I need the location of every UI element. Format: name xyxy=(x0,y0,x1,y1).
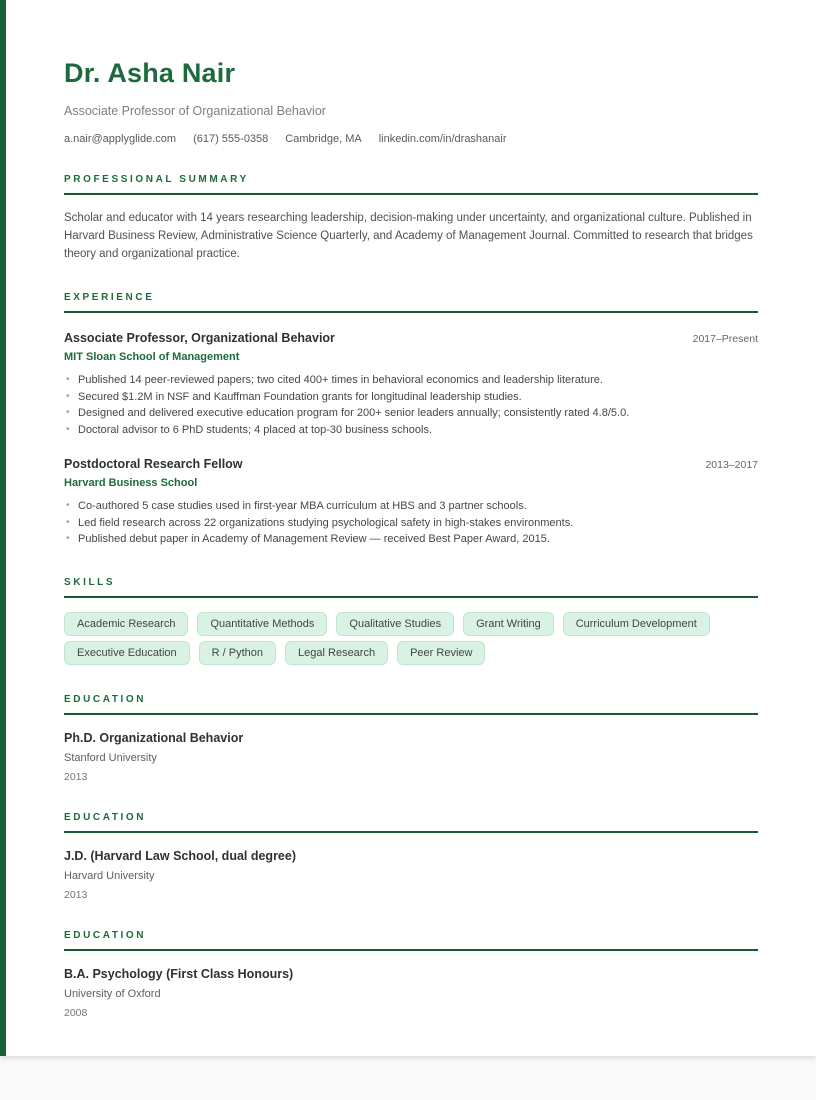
skill-chip: Qualitative Studies xyxy=(336,612,454,636)
section-professional-summary xyxy=(64,174,758,263)
section-education-1 xyxy=(64,694,758,783)
bullet-item: • Published 14 peer-reviewed papers; two cited 400+ times in behavioral economics and leadership literature. xyxy=(64,372,758,389)
school-name: Harvard University xyxy=(64,869,155,882)
skill-chip: Quantitative Methods xyxy=(197,612,327,636)
school-name: Stanford University xyxy=(64,751,157,764)
job-dates: 2017–Present xyxy=(692,333,758,345)
section-heading-education: EDUCATION xyxy=(64,812,758,833)
skill-chip: Legal Research xyxy=(285,641,388,665)
contact-location: Cambridge, MA xyxy=(285,133,362,145)
job-header xyxy=(64,457,758,471)
skill-chip: Grant Writing xyxy=(463,612,554,636)
job-title: Postdoctoral Research Fellow xyxy=(64,456,243,471)
section-heading-experience: EXPERIENCE xyxy=(64,292,758,313)
job-title: Associate Professor, Organizational Behavior xyxy=(64,331,335,345)
section-experience xyxy=(64,292,758,548)
degree-title: J.D. (Harvard Law School, dual degree) xyxy=(64,848,297,863)
degree-title: B.A. Psychology (First Class Honours) xyxy=(64,966,294,981)
graduation-year: 2013 xyxy=(64,770,88,783)
contact-email: a.nair@applyglide.com xyxy=(64,133,177,145)
job-entry xyxy=(64,457,758,548)
skill-chip: Academic Research xyxy=(64,612,188,636)
section-education-2 xyxy=(64,812,758,901)
skill-chip: Curriculum Development xyxy=(563,612,710,636)
bullet-item: • Co-authored 5 case studies used in first-year MBA curriculum at HBS and 3 partner schools. xyxy=(64,498,758,515)
contact-phone: (617) 555-0358 xyxy=(193,133,269,145)
job-bullets xyxy=(64,372,758,439)
job-entry xyxy=(64,331,758,439)
bullet-item: • Designed and delivered executive education program for 200+ senior leaders annually; consistently rated 4.8/5.0. xyxy=(64,405,758,422)
graduation-year: 2008 xyxy=(64,1006,88,1019)
contact-row xyxy=(64,133,758,145)
skill-chip: Peer Review xyxy=(397,641,485,665)
degree-title: Ph.D. Organizational Behavior xyxy=(64,730,244,745)
bullet-item: • Led field research across 22 organizations studying psychological safety in high-stakes environments. xyxy=(64,515,758,532)
section-heading-education: EDUCATION xyxy=(64,930,758,951)
page-title: Dr. Asha Nair xyxy=(64,58,236,88)
contact-linkedin: linkedin.com/in/drashanair xyxy=(378,133,507,145)
bullet-item: • Published debut paper in Academy of Management Review — received Best Paper Award, 2015. xyxy=(64,531,758,548)
section-skills xyxy=(64,577,758,665)
job-dates: 2013–2017 xyxy=(705,458,758,471)
job-header xyxy=(64,331,758,345)
section-heading-skills: SKILLS xyxy=(64,577,758,598)
bullet-item: • Doctoral advisor to 6 PhD students; 4 placed at top-30 business schools. xyxy=(64,422,758,439)
graduation-year: 2013 xyxy=(64,888,88,901)
section-heading-education: EDUCATION xyxy=(64,694,758,715)
professional-title: Associate Professor of Organizational Behavior xyxy=(64,104,326,118)
summary-text: Scholar and educator with 14 years researching leadership, decision-making under uncertainty, and organizational culture. Published in Harvard Business Review, Administrative Science Quarterly, and Academy of Management Journal. Committed to research that bridges theory and organizational practice. xyxy=(64,212,753,260)
school-name: University of Oxford xyxy=(64,987,161,1000)
company-name: Harvard Business School xyxy=(64,476,198,489)
bullet-item: • Secured $1.2M in NSF and Kauffman Foundation grants for longitudinal leadership studies. xyxy=(64,389,758,406)
company-name: MIT Sloan School of Management xyxy=(64,351,240,363)
section-education-3 xyxy=(64,930,758,1019)
skill-chip: R / Python xyxy=(199,641,276,665)
job-bullets xyxy=(64,498,758,548)
skill-chip: Executive Education xyxy=(64,641,190,665)
section-heading-summary: PROFESSIONAL SUMMARY xyxy=(64,174,758,195)
skill-chips xyxy=(64,612,758,665)
